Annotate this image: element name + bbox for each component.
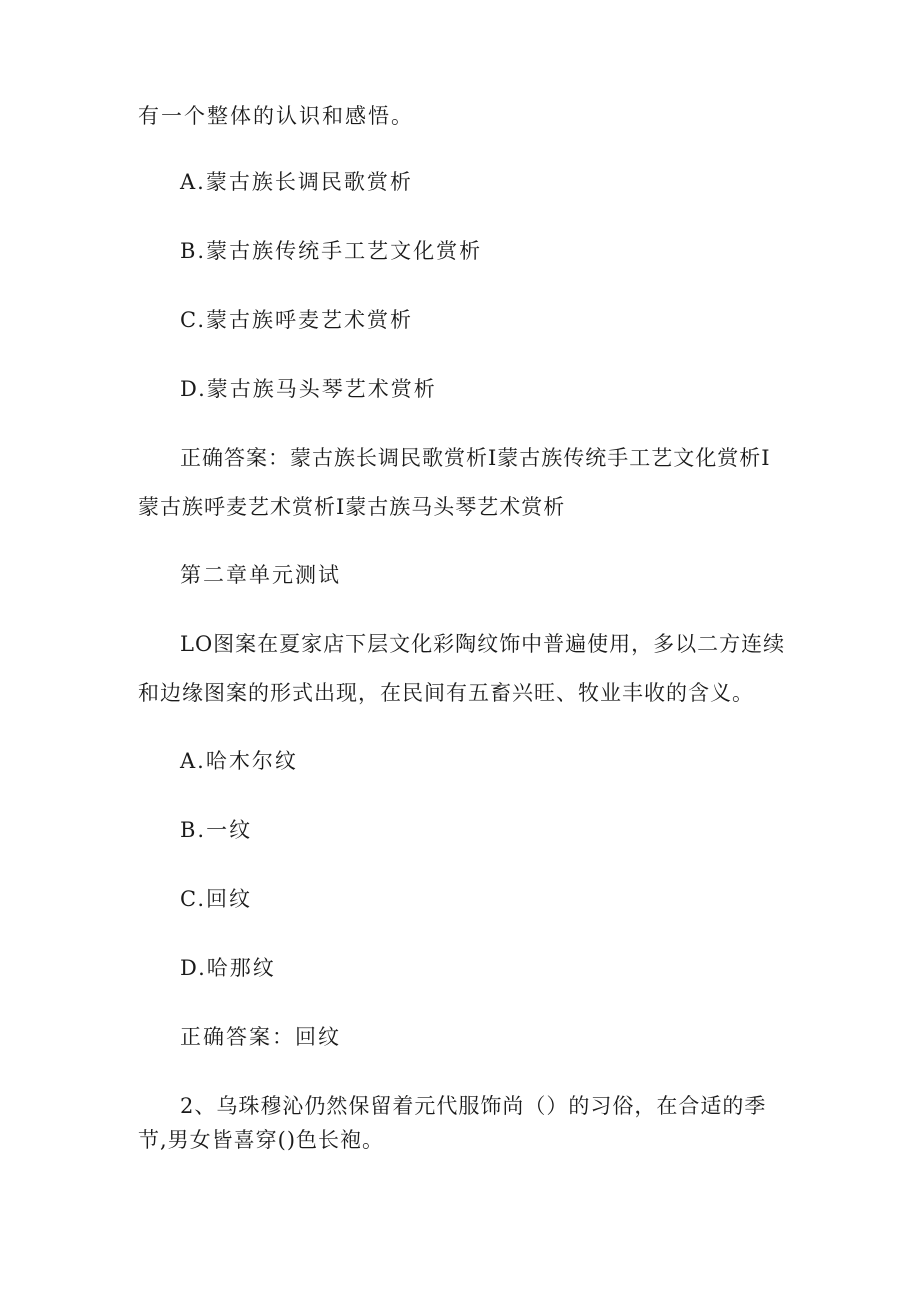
question-1-option-b: B.一纹 (180, 818, 253, 842)
paragraph-continuation: 有一个整体的认识和感悟。 (138, 104, 414, 128)
option-b: B.蒙古族传统手工艺文化赏析 (180, 239, 483, 263)
question-1-option-a: A.哈木尔纹 (180, 749, 298, 773)
answer-line-2: 蒙古族呼麦艺术赏析I蒙古族马头琴艺术赏析 (138, 495, 566, 519)
question-1-answer: 正确答案：回纹 (180, 1025, 341, 1049)
option-c: C.蒙古族呼麦艺术赏析 (180, 308, 413, 332)
option-d: D.蒙古族马头琴艺术赏析 (180, 377, 437, 401)
question-1-line-1: LO图案在夏家店下层文化彩陶纹饰中普遍使用，多以二方连续 (180, 632, 786, 656)
question-2-line-1: 2、乌珠穆沁仍然保留着元代服饰尚（）的习俗，在合适的季 (180, 1094, 767, 1118)
question-1-line-2: 和边缘图案的形式出现，在民间有五畜兴旺、牧业丰收的含义。 (138, 681, 754, 705)
chapter-title: 第二章单元测试 (180, 563, 341, 587)
question-1-option-d: D.哈那纹 (180, 956, 276, 980)
answer-line-1: 正确答案：蒙古族长调民歌赏析I蒙古族传统手工艺文化赏析I (180, 446, 771, 470)
question-2-line-2: 节,男女皆喜穿()色长袍。 (138, 1128, 385, 1152)
option-a: A.蒙古族长调民歌赏析 (180, 170, 413, 194)
question-1-option-c: C.回纹 (180, 887, 252, 911)
